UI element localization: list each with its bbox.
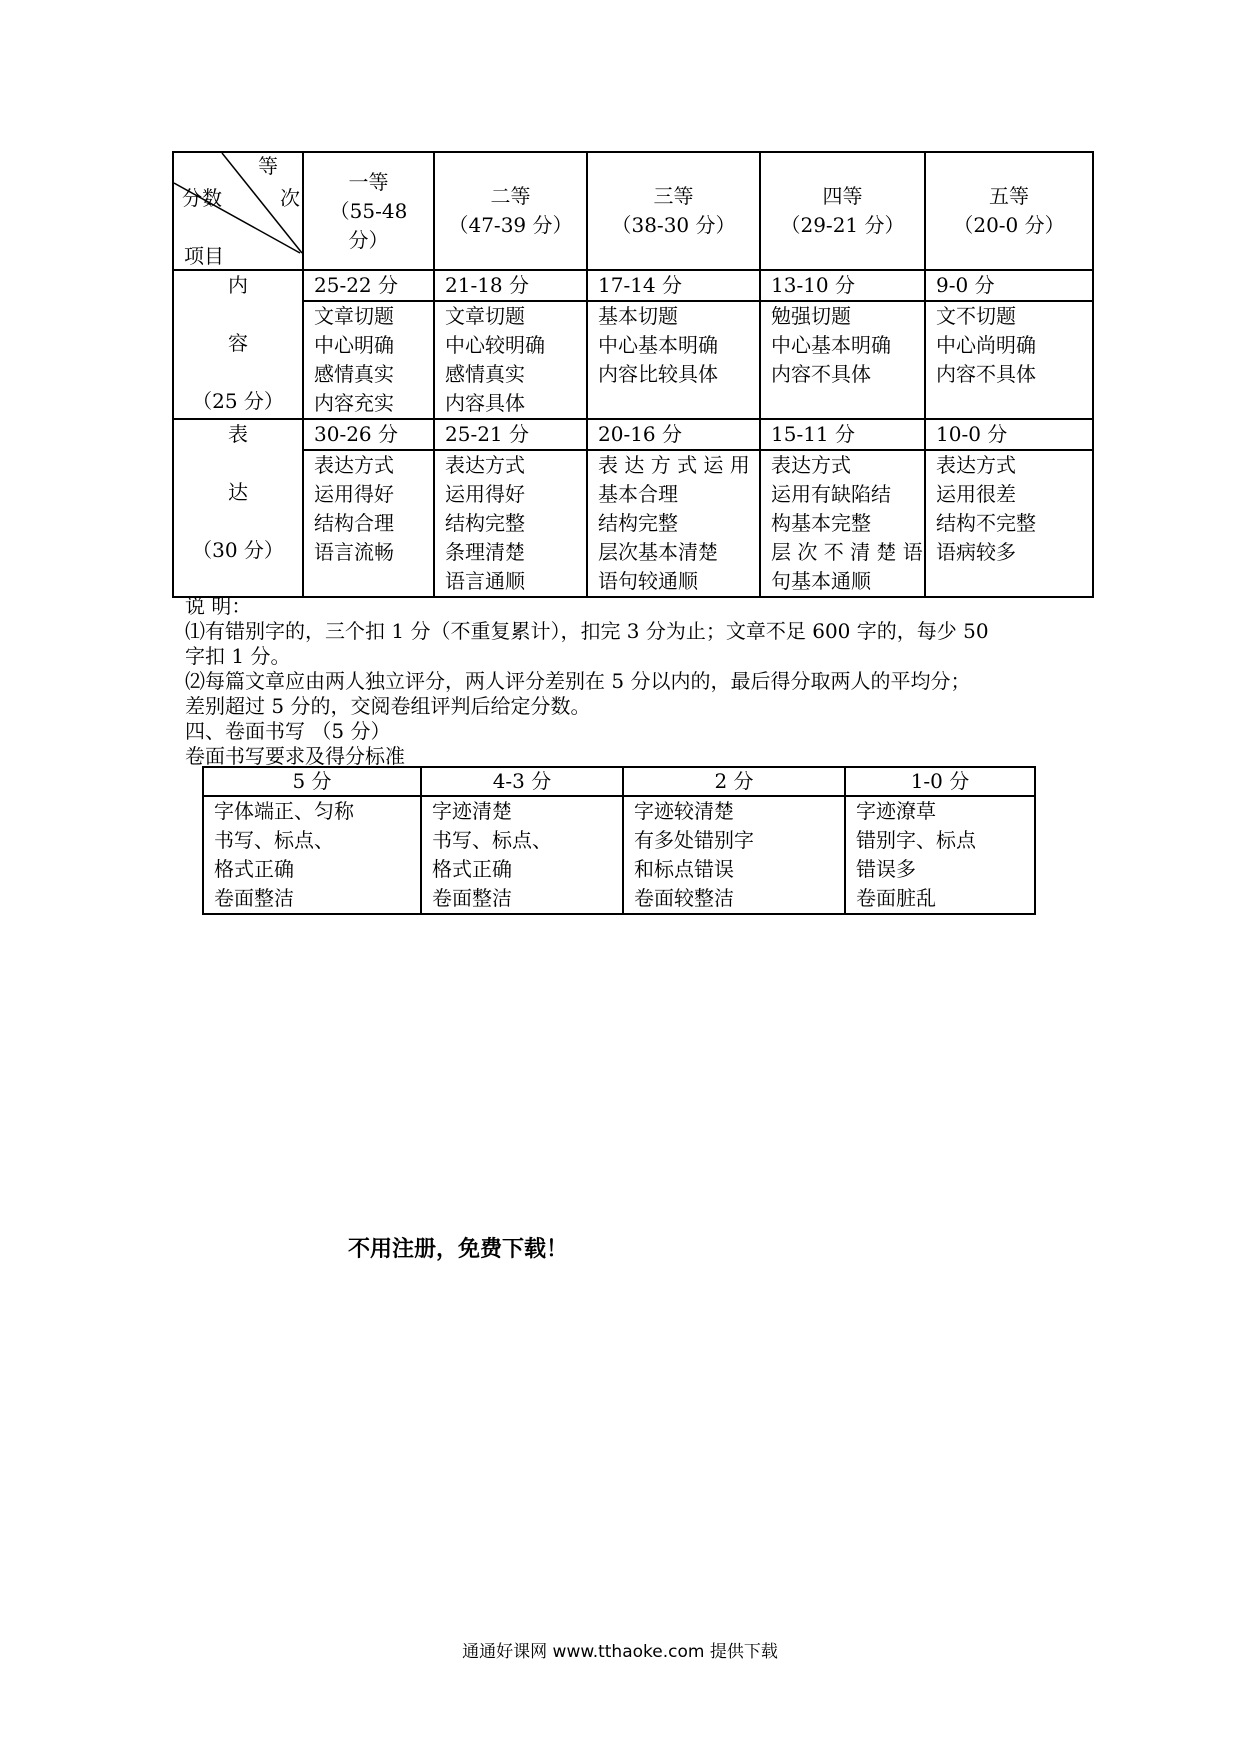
score-cell: 15-11 分 (760, 419, 925, 450)
grading-table (172, 151, 1094, 598)
corner-label-right: 次 (280, 186, 300, 210)
page-footer: 通通好课网 www.tthaoke.com 提供下载 (462, 1642, 778, 1662)
table-header-row (173, 152, 1093, 270)
handwriting-table (202, 766, 1036, 915)
section-subtitle: 卷面书写要求及得分标准 (185, 744, 405, 768)
corner-cell (173, 152, 303, 270)
score-cell: 20-16 分 (587, 419, 760, 450)
content-desc-row (173, 301, 1093, 419)
section-heading: 四、卷面书写 （5 分） (185, 719, 391, 743)
expression-desc-row (173, 450, 1093, 597)
score-cell: 17-14 分 (587, 270, 760, 301)
item-content: 内 容 （25 分） (173, 270, 303, 419)
hw-header-cell: 4-3 分 (421, 767, 623, 796)
level-header-4: 四等 （29-21 分） (760, 152, 925, 270)
notes-section (185, 594, 1085, 769)
corner-label-bottom: 项目 (184, 244, 224, 268)
promo-text: 不用注册，免费下载！ (348, 1237, 569, 1262)
desc-cell: 文章切题 中心较明确 感情真实 内容具体 (434, 301, 587, 419)
score-cell: 21-18 分 (434, 270, 587, 301)
note-item-1-cont: 字扣 1 分。 (185, 644, 291, 668)
item-expression: 表 达 （30 分） (173, 419, 303, 597)
note-item-1: ⑴有错别字的，三个扣 1 分（不重复累计），扣完 3 分为止；文章不足 600 字的，每少 50 (185, 619, 989, 643)
level-header-1: 一等 （55-48 分） (303, 152, 434, 270)
note-item-2-cont: 差别超过 5 分的，交阅卷组评判后给定分数。 (185, 694, 591, 718)
desc-cell: 文章切题 中心明确 感情真实 内容充实 (303, 301, 434, 419)
hw-desc-row (203, 796, 1035, 914)
score-cell: 13-10 分 (760, 270, 925, 301)
hw-header-cell: 1-0 分 (845, 767, 1035, 796)
desc-cell: 表达方式 运用很差 结构不完整 语病较多 (925, 450, 1093, 597)
corner-label-top: 等 (258, 154, 278, 178)
score-cell: 9-0 分 (925, 270, 1093, 301)
level-header-2: 二等 （47-39 分） (434, 152, 587, 270)
hw-desc-cell: 字迹较清楚 有多处错别字 和标点错误 卷面较整洁 (623, 796, 845, 914)
score-cell: 10-0 分 (925, 419, 1093, 450)
score-cell: 30-26 分 (303, 419, 434, 450)
desc-cell: 表达方式 运用有缺陷结 构基本完整 层 次 不 清 楚 语 句基本通顺 (760, 450, 925, 597)
hw-desc-cell: 字迹清楚 书写、标点、 格式正确 卷面整洁 (421, 796, 623, 914)
note-item-2: ⑵每篇文章应由两人独立评分，两人评分差别在 5 分以内的，最后得分取两人的平均分； (185, 669, 971, 693)
hw-desc-cell: 字迹潦草 错别字、标点 错误多 卷面脏乱 (845, 796, 1035, 914)
level-header-5: 五等 （20-0 分） (925, 152, 1093, 270)
desc-cell: 表达方式 运用得好 结构完整 条理清楚 语言通顺 (434, 450, 587, 597)
level-header-3: 三等 （38-30 分） (587, 152, 760, 270)
hw-header-cell: 5 分 (203, 767, 421, 796)
hw-header-row (203, 767, 1035, 796)
desc-cell: 文不切题 中心尚明确 内容不具体 (925, 301, 1093, 419)
desc-cell: 表达方式 运用得好 结构合理 语言流畅 (303, 450, 434, 597)
score-cell: 25-21 分 (434, 419, 587, 450)
desc-cell: 勉强切题 中心基本明确 内容不具体 (760, 301, 925, 419)
expression-score-row (173, 419, 1093, 450)
hw-header-cell: 2 分 (623, 767, 845, 796)
desc-cell: 表 达 方 式 运 用 基本合理 结构完整 层次基本清楚 语句较通顺 (587, 450, 760, 597)
score-cell: 25-22 分 (303, 270, 434, 301)
desc-cell: 基本切题 中心基本明确 内容比较具体 (587, 301, 760, 419)
content-score-row (173, 270, 1093, 301)
hw-desc-cell: 字体端正、匀称 书写、标点、 格式正确 卷面整洁 (203, 796, 421, 914)
corner-label-middle: 分数 (182, 186, 222, 210)
notes-title: 说 明： (185, 594, 252, 618)
